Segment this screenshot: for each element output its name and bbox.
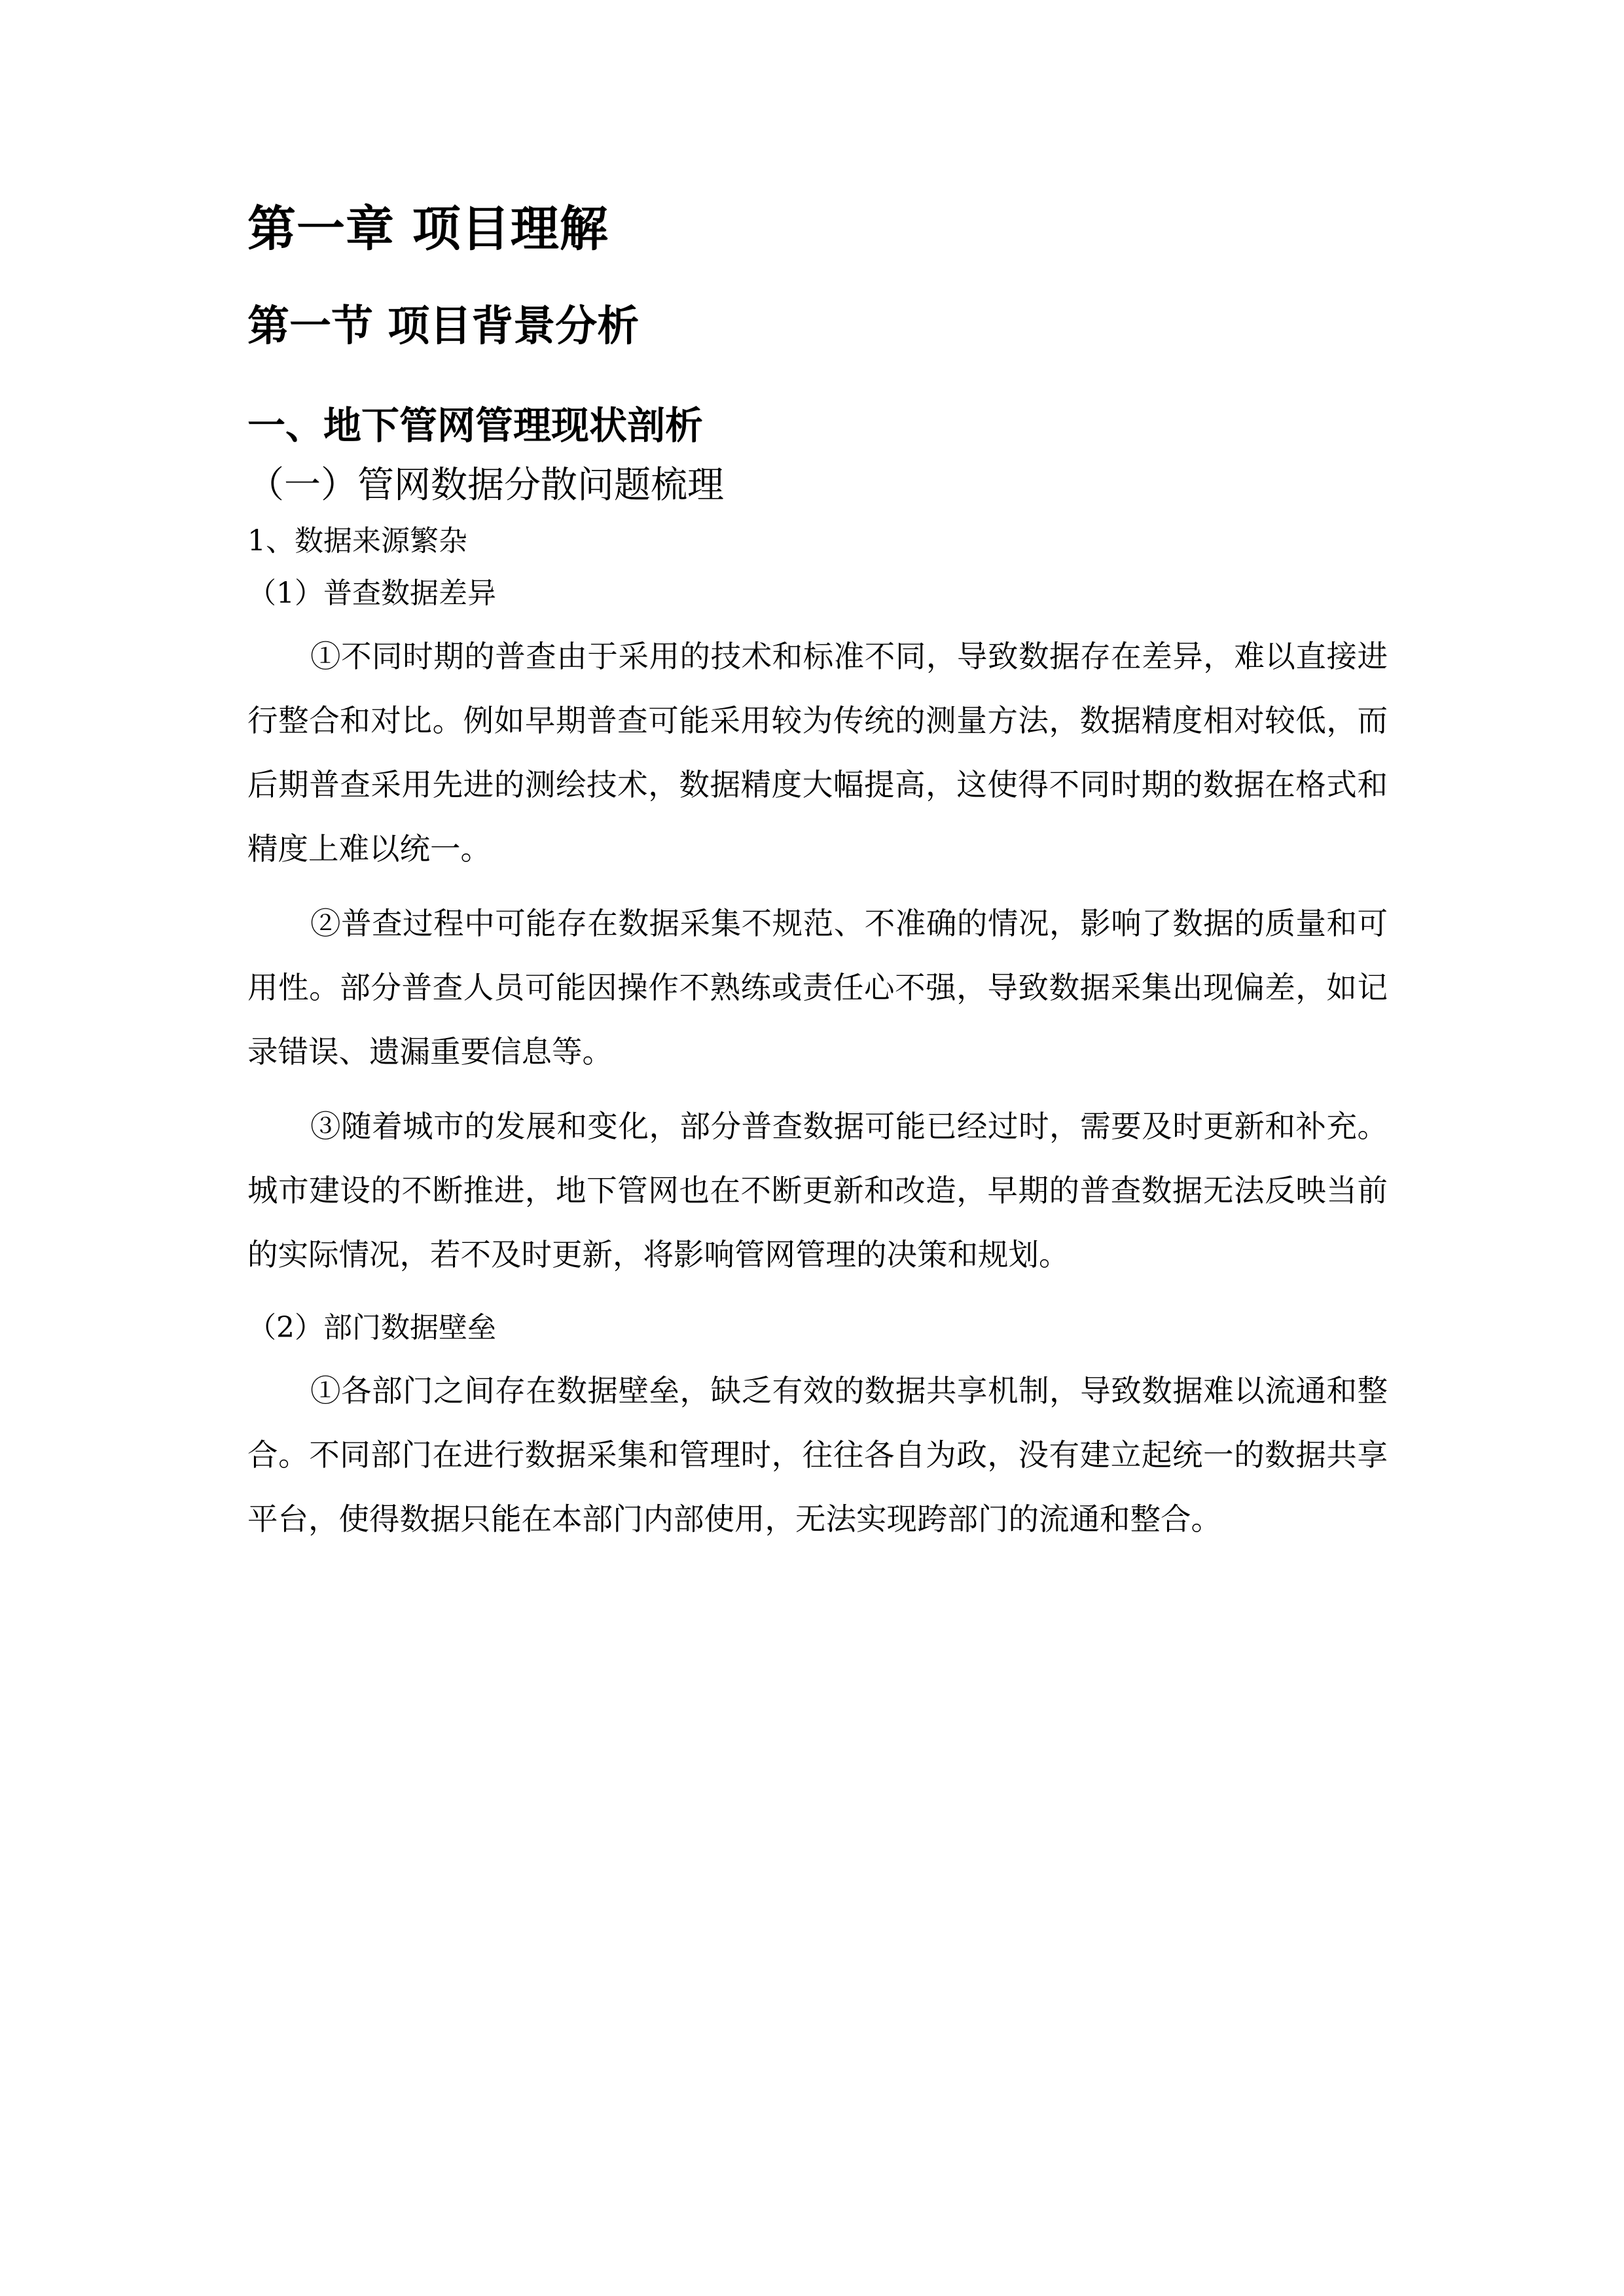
sub-item-title: （2）部门数据壁垒 [247, 1311, 496, 1344]
paragraph: ②普查过程中可能存在数据采集不规范、不准确的情况，影响了数据的质量和可用性。部分普查人员可能因操作不熟练或责任心不强，导致数据采集出现偏差，如记录错误、遗漏重要信息等。 [247, 906, 1388, 1069]
item-title: 1、数据来源繁杂 [247, 524, 467, 558]
sub-item-title: （1）普查数据差异 [247, 577, 496, 610]
section-title: 第一节 项目背景分析 [247, 302, 640, 351]
document-body [247, 196, 1388, 1551]
subsubsection-title: （一）管网数据分散问题梳理 [247, 464, 724, 507]
paragraph: ①各部门之间存在数据壁垒，缺乏有效的数据共享机制，导致数据难以流通和整合。不同部门在进行数据采集和管理时，往往各自为政，没有建立起统一的数据共享平台，使得数据只能在本部门内部使用，无法实现跨部门的流通和整合。 [247, 1373, 1388, 1537]
subsection-title: 一、地下管网管理现状剖析 [247, 403, 704, 448]
paragraph: ③随着城市的发展和变化，部分普查数据可能已经过时，需要及时更新和补充。城市建设的不断推进，地下管网也在不断更新和改造，早期的普查数据无法反映当前的实际情况，若不及时更新，将影响管网管理的决策和规划。 [247, 1109, 1388, 1272]
paragraph: ①不同时期的普查由于采用的技术和标准不同，导致数据存在差异，难以直接进行整合和对比。例如早期普查可能采用较为传统的测量方法，数据精度相对较低，而后期普查采用先进的测绘技术，数据精度大幅提高，这使得不同时期的数据在格式和精度上难以统一。 [247, 639, 1388, 867]
chapter-title: 第一章 项目理解 [247, 201, 609, 257]
